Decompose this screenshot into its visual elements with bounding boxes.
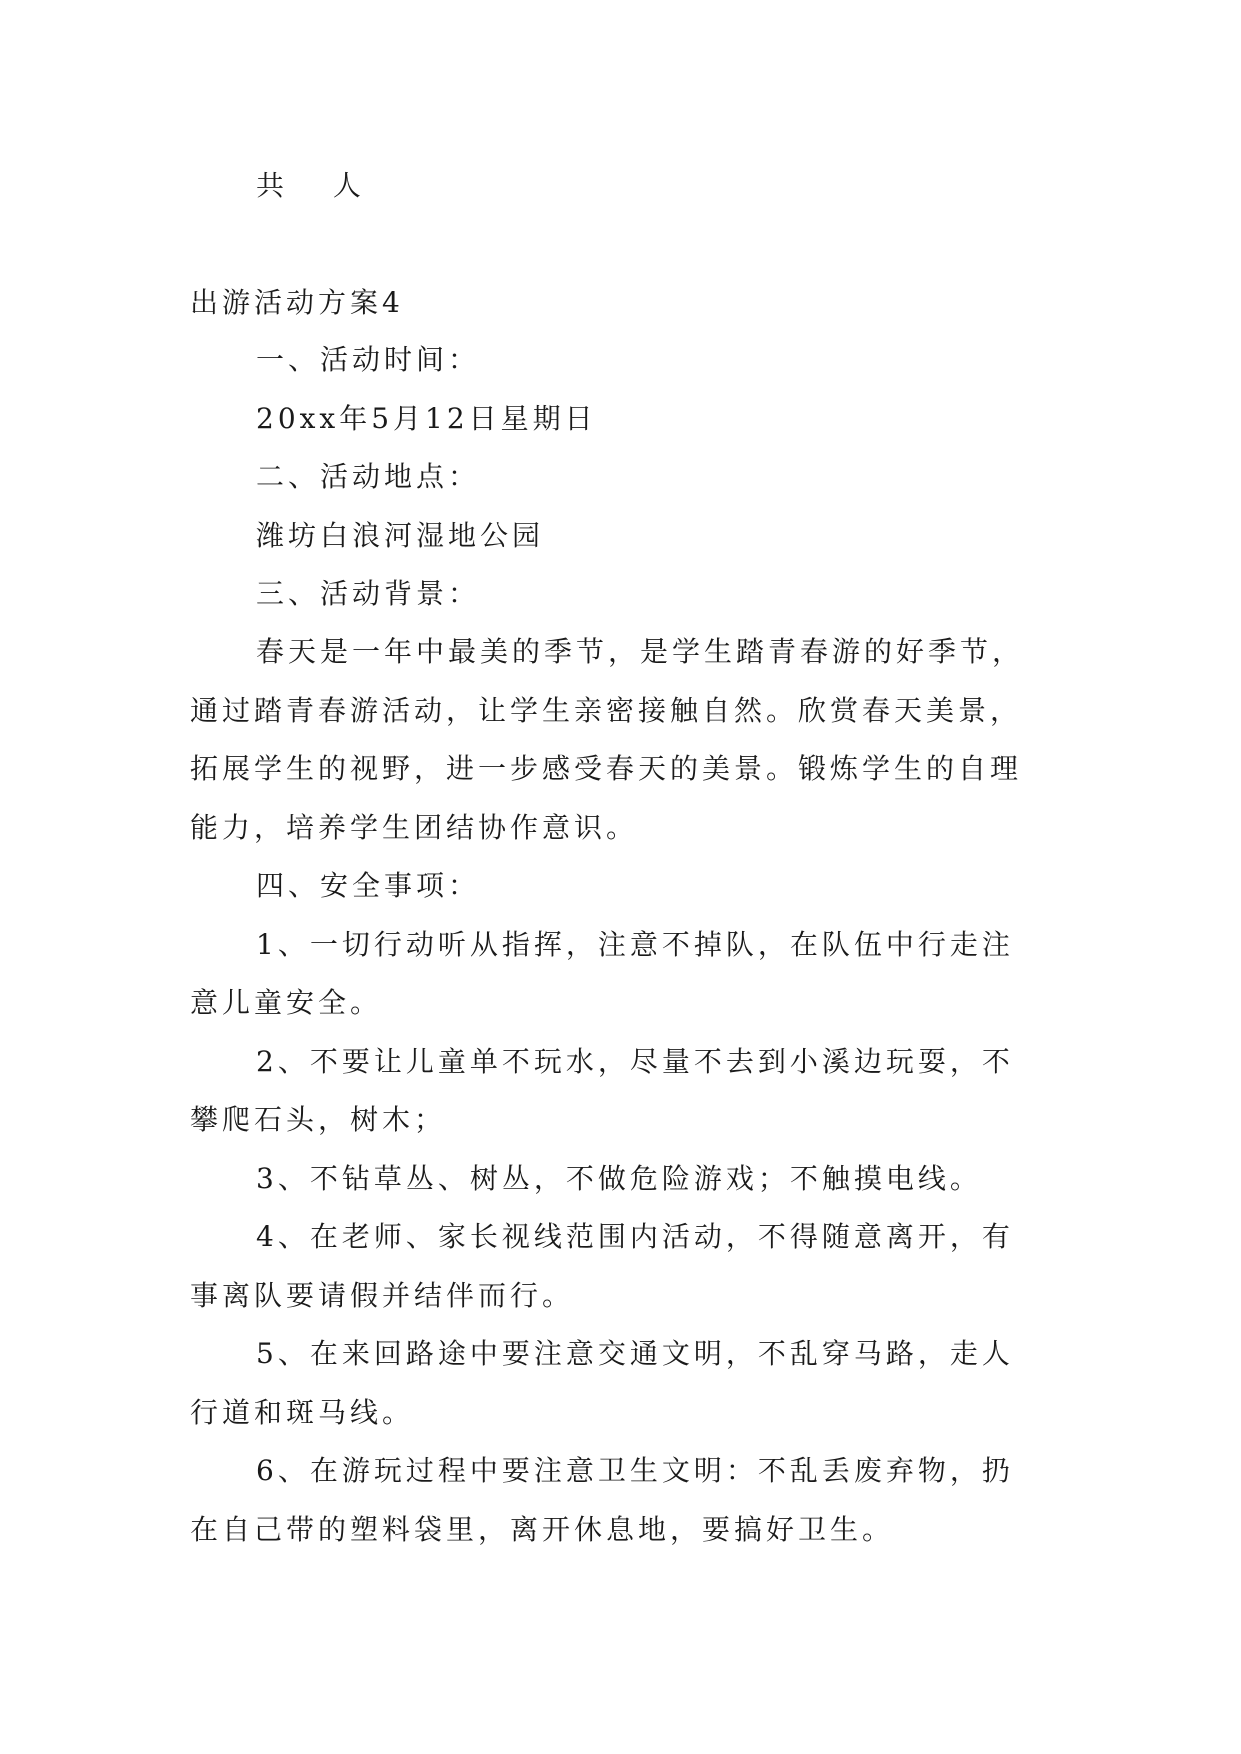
heading-activity-background: 三、活动背景： bbox=[256, 577, 481, 610]
safety-item-line: 6、在游玩过程中要注意卫生文明：不乱丢废弃物，扔 bbox=[256, 1454, 1014, 1487]
safety-item-line: 攀爬石头，树木； bbox=[190, 1103, 447, 1136]
safety-item-line: 意儿童安全。 bbox=[190, 986, 383, 1019]
safety-item-line: 1、一切行动听从指挥，注意不掉队，在队伍中行走注 bbox=[256, 928, 1014, 961]
safety-item-line: 事离队要请假并结伴而行。 bbox=[190, 1279, 575, 1312]
section-title: 出游活动方案4 bbox=[190, 286, 404, 319]
safety-item-line: 5、在来回路途中要注意交通文明，不乱穿马路，走人 bbox=[256, 1337, 1014, 1370]
activity-date: 20xx年5月12日星期日 bbox=[256, 402, 597, 435]
safety-item-line: 2、不要让儿童单不玩水，尽量不去到小溪边玩耍，不 bbox=[256, 1045, 1014, 1078]
heading-activity-time: 一、活动时间： bbox=[256, 343, 481, 376]
background-paragraph-line: 能力，培养学生团结协作意识。 bbox=[190, 811, 639, 844]
heading-activity-location: 二、活动地点： bbox=[256, 460, 481, 493]
signature-count-line: 共 人 bbox=[256, 169, 381, 202]
heading-safety-items: 四、安全事项： bbox=[256, 869, 481, 902]
background-paragraph-line: 拓展学生的视野，进一步感受春天的美景。锻炼学生的自理 bbox=[190, 752, 1023, 785]
safety-item-line: 行道和斑马线。 bbox=[190, 1396, 415, 1429]
safety-item-line: 3、不钻草丛、树丛，不做危险游戏；不触摸电线。 bbox=[256, 1162, 982, 1195]
background-paragraph-line: 通过踏青春游活动，让学生亲密接触自然。欣赏春天美景， bbox=[190, 694, 1023, 727]
activity-location: 潍坊白浪河湿地公园 bbox=[256, 519, 545, 552]
safety-item-line: 4、在老师、家长视线范围内活动，不得随意离开，有 bbox=[256, 1220, 1014, 1253]
background-paragraph-line: 春天是一年中最美的季节，是学生踏青春游的好季节， bbox=[256, 635, 1025, 668]
safety-item-line: 在自己带的塑料袋里，离开休息地，要搞好卫生。 bbox=[190, 1513, 895, 1546]
